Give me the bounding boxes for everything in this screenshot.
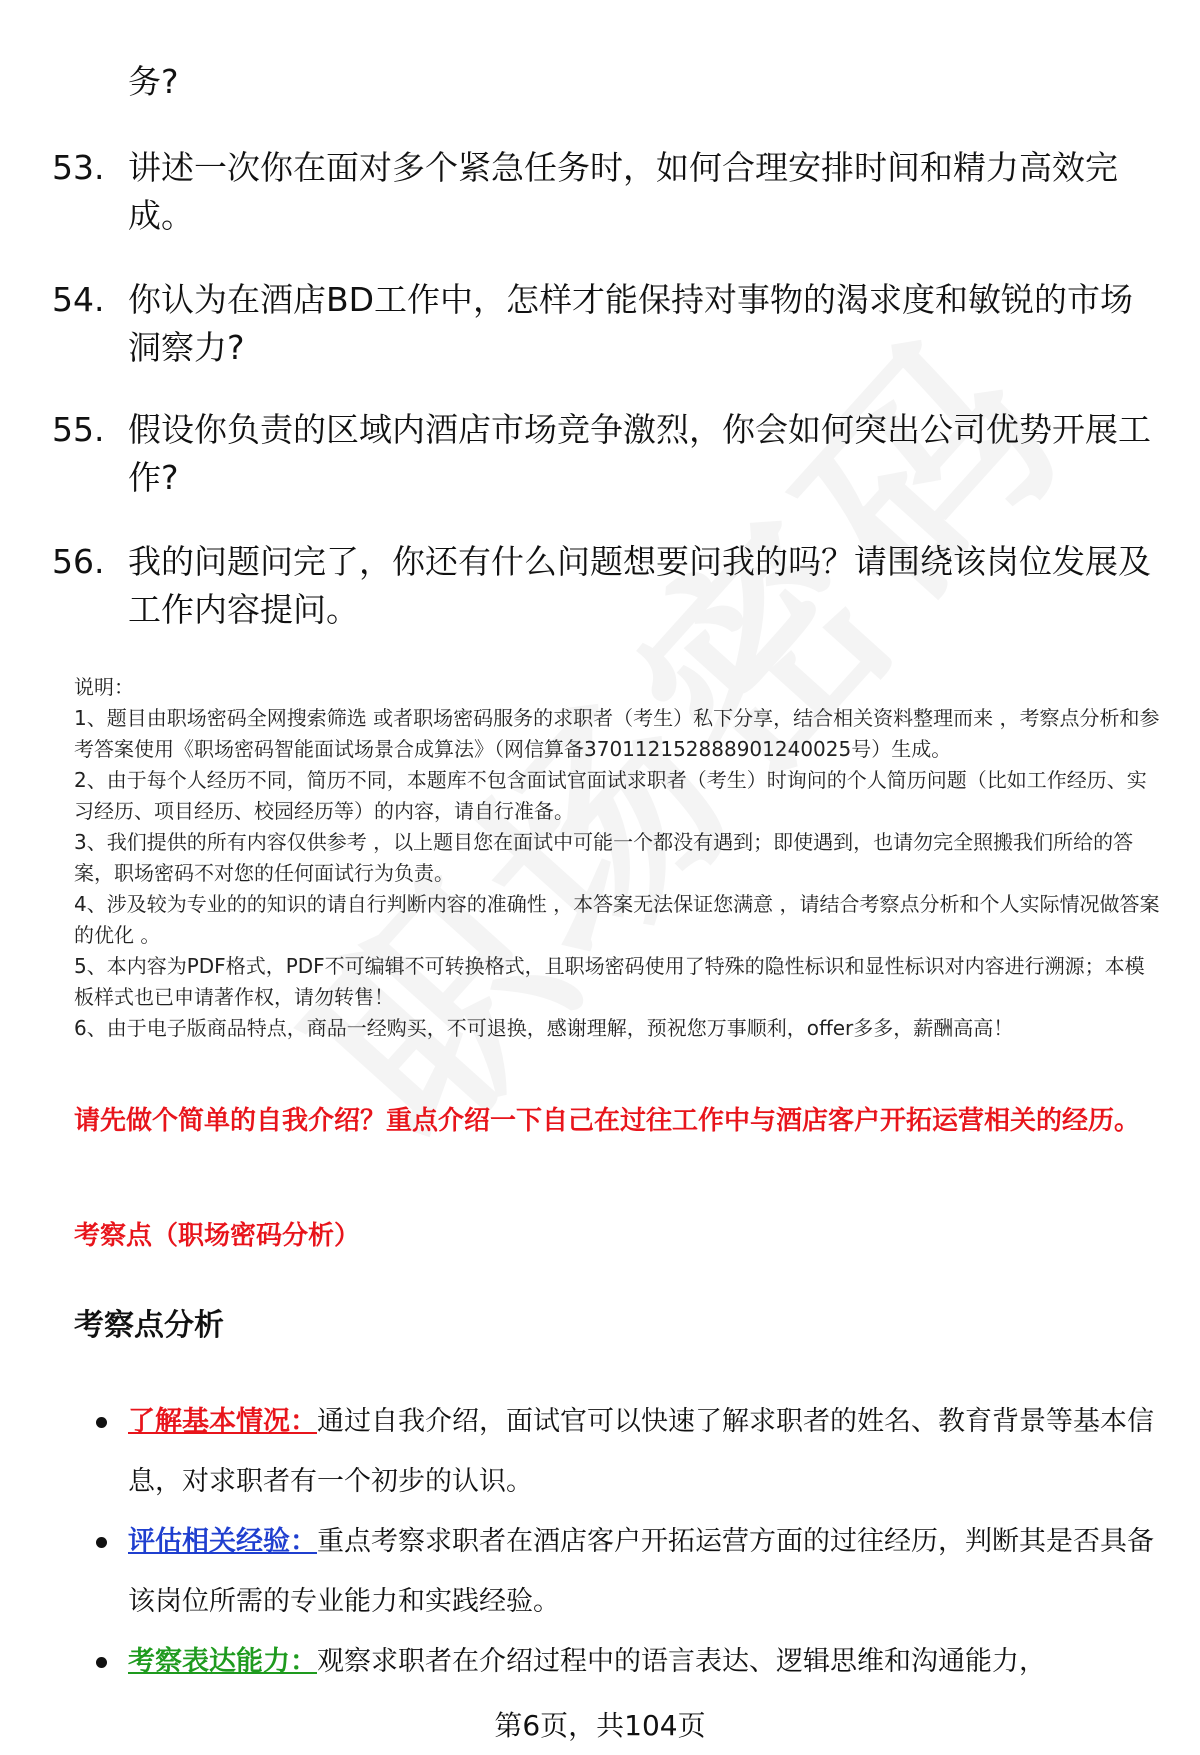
analysis-label: 了解基本情况： <box>128 1406 317 1437</box>
question-number: 54. <box>52 280 105 319</box>
analysis-item <box>96 1632 1156 1692</box>
note-item: 3、我们提供的所有内容仅供参考 ，以上题目您在面试中可能一个都没有遇到；即使遇到，也请勿完全照搬我们所给的答案，职场密码不对您的任何面试行为负责。 <box>74 830 1134 885</box>
note-item: 5、本内容为PDF格式，PDF不可编辑不可转换格式，且职场密码使用了特殊的隐性标识和显性标识对内容进行溯源；本模板样式也已申请著作权，请勿转售！ <box>74 954 1145 1009</box>
exam-point-heading: 考察点（职场密码分析） <box>74 1221 361 1251</box>
question-number: 55. <box>52 410 105 449</box>
note-item: 4、涉及较为专业的的知识的请自行判断内容的准确性 ，本答案无法保证您满意 ，请结合考察点分析和个人实际情况做答案的优化 。 <box>74 892 1160 947</box>
interview-question: 请先做个简单的自我介绍？重点介绍一下自己在过往工作中与酒店客户开拓运营相关的经历。 <box>74 1106 1141 1136</box>
analysis-label: 考察表达能力： <box>128 1646 317 1677</box>
notes-section <box>74 672 1164 1044</box>
question-55 <box>52 406 1162 502</box>
analysis-item <box>96 1392 1156 1512</box>
question-number: 53. <box>52 148 105 187</box>
bullet-icon <box>96 1657 107 1668</box>
analysis-text: 观察求职者在介绍过程中的语言表达、逻辑思维和沟通能力， <box>317 1646 1046 1677</box>
analysis-item <box>96 1512 1156 1632</box>
question-text: 我的问题问完了，你还有什么问题想要问我的吗？请围绕该岗位发展及工作内容提问。 <box>128 542 1151 629</box>
analysis-title: 考察点分析 <box>74 1308 224 1343</box>
analysis-label: 评估相关经验： <box>128 1526 317 1557</box>
bullet-icon <box>96 1537 107 1548</box>
analysis-text: 通过自我介绍，面试官可以快速了解求职者的姓名、教育背景等基本信息，对求职者有一个初步的认识。 <box>128 1406 1154 1497</box>
question-text: 讲述一次你在面对多个紧急任务时，如何合理安排时间和精力高效完成。 <box>128 148 1118 235</box>
notes-heading: 说明： <box>74 675 134 699</box>
question-continuation: 务? <box>128 62 179 101</box>
analysis-text: 重点考察求职者在酒店客户开拓运营方面的过往经历，判断其是否具备该岗位所需的专业能力和实践经验。 <box>128 1526 1154 1617</box>
note-item: 6、由于电子版商品特点，商品一经购买，不可退换，感谢理解，预祝您万事顺利，offer多多，薪酬高高！ <box>74 1016 1014 1040</box>
note-item: 1、题目由职场密码全网搜索筛选 或者职场密码服务的求职者（考生）私下分享，结合相关资料整理而来 ，考察点分析和参考答案使用《职场密码智能面试场景合成算法》（网信算备370112152888901240025号）生成。 <box>74 706 1160 761</box>
question-54 <box>52 276 1162 372</box>
question-number: 56. <box>52 542 105 581</box>
question-53 <box>52 144 1162 240</box>
note-item: 2、由于每个人经历不同，简历不同，本题库不包含面试官面试求职者（考生）时询问的个人简历问题（比如工作经历、实习经历、项目经历、校园经历等）的内容，请自行准备。 <box>74 768 1147 823</box>
question-text: 你认为在酒店BD工作中，怎样才能保持对事物的渴求度和敏锐的市场洞察力? <box>128 280 1134 367</box>
analysis-list <box>96 1392 1156 1692</box>
bullet-icon <box>96 1417 107 1428</box>
question-56 <box>52 538 1162 634</box>
question-text: 假设你负责的区域内酒店市场竞争激烈，你会如何突出公司优势开展工作? <box>128 410 1151 497</box>
page-number: 第6页，共104页 <box>494 1709 706 1742</box>
